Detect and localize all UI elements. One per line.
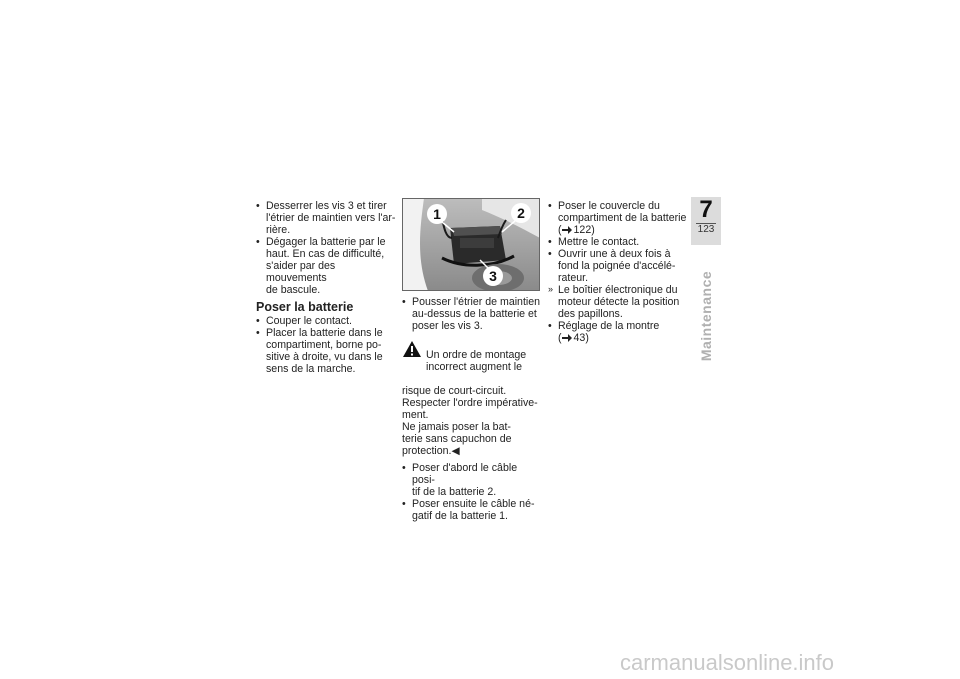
warning-text: [402, 337, 542, 457]
warning-text-indented: Un ordre de montage incorrect augment le: [426, 349, 527, 373]
list-item: • Placer la batterie dans le compartiment, borne po- sitive à droite, vu dans le sens de la marche.: [256, 327, 396, 375]
page-reference[interactable]: 122: [573, 224, 592, 236]
page-number: 123: [697, 224, 715, 235]
page-reference-arrow-icon: [562, 334, 572, 342]
cable-steps-list: [402, 462, 542, 522]
callout-2: 2: [517, 205, 525, 221]
list-item: • Poser d'abord le câble posi- tif de la batterie 2.: [402, 462, 542, 498]
list-item: • Desserrer les vis 3 et tirer l'étrier de maintien vers l'ar- rière.: [256, 200, 396, 236]
warning-triangle-icon: [402, 340, 422, 358]
list-item: • Pousser l'étrier de maintien au-dessus de la batterie et poser les vis 3.: [402, 296, 542, 332]
text-column-2: [402, 296, 542, 522]
callout-1: 1: [433, 206, 441, 222]
chapter-number: 7: [699, 196, 713, 223]
warning-block: [402, 337, 542, 457]
fastening-steps-list: [402, 296, 542, 332]
list-item: • Couper le contact.: [256, 315, 396, 327]
list-item-text: Poser le couvercle du compartiment de la batterie: [558, 200, 687, 224]
result-item: » Le boîtier électronique du moteur détecte la position des papillons.: [548, 284, 688, 320]
list-item: • Ouvrir une à deux fois à fond la poignée d'accélé- rateur.: [548, 248, 688, 284]
chapter-tab: [691, 197, 721, 245]
text-column-1: [256, 200, 396, 375]
list-item: • Réglage de la montre ( 43): [548, 320, 688, 344]
page-reference-arrow-icon: [562, 226, 572, 234]
list-item: • Poser ensuite le câble né- gatif de la batterie 1.: [402, 498, 542, 522]
section-side-title: Maintenance: [698, 270, 714, 362]
callout-3: 3: [489, 268, 497, 284]
list-item-text: Réglage de la montre: [558, 320, 660, 332]
section-heading: Poser la batterie: [256, 300, 354, 314]
warning-text-rest: risque de court-circuit. Respecter l'ordre impérative- ment. Ne jamais poser la bat- terie sans capuchon de protection.: [402, 385, 538, 457]
list-item: • Poser le couvercle du compartiment de la batterie ( 122): [548, 200, 688, 236]
watermark: carmanualsonline.info: [620, 650, 835, 675]
end-of-warning-mark: ◀: [451, 445, 460, 457]
final-steps-list: [548, 200, 688, 344]
text-column-3: [548, 200, 688, 344]
removal-steps-list: [256, 200, 396, 296]
install-steps-list: [256, 315, 396, 375]
page-reference[interactable]: 43: [573, 332, 586, 344]
battery-illustration: [402, 198, 540, 291]
list-item: • Mettre le contact.: [548, 236, 688, 248]
list-item: • Dégager la batterie par le haut. En cas de difficulté, s'aider par des mouvements de bascule.: [256, 236, 396, 296]
battery-compartment-photo: [402, 198, 540, 291]
